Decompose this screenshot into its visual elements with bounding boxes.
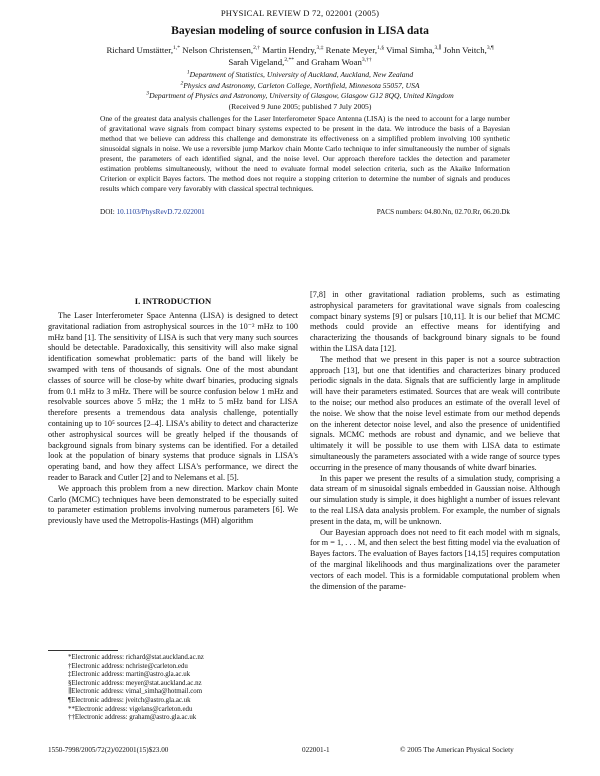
section-heading: I. INTRODUCTION — [134, 296, 212, 306]
footnote: §Electronic address: meyer@stat.auckland.ac.nz — [68, 679, 202, 687]
author-list — [60, 44, 540, 68]
affiliation: $^3$Department of Physics and Astronomy, University of Glasgow, Glasgow G12 8QQ, United Kingdom — [146, 90, 454, 100]
doi-pacs-line — [100, 208, 510, 216]
paragraph: Our Bayesian approach does not need to fit each model with m signals, for m = 1, . . . M, and then select the best fitting model via the evaluation of Bayes factors. The evaluation of Bayes factors [14,15] requires computation of the marginal likelihoods and thus marginalizations over the parameter vectors of each model. This is a formidable computational problem when the dimension of the parame- — [310, 527, 560, 591]
footnote: ‡Electronic address: martin@astro.gla.ac.uk — [68, 671, 191, 679]
footnote: **Electronic address: vigelans@carleton.edu — [68, 705, 193, 713]
right-column — [310, 290, 560, 592]
author: Richard Umstätter,$^{1,*}$ — [106, 45, 181, 55]
footnote-divider — [48, 650, 118, 651]
footnotes — [48, 654, 298, 723]
doi-label: DOI: — [100, 208, 115, 216]
footnote: ∥Electronic address: vimal_simha@hotmail.com — [68, 688, 203, 696]
author: John Veitch,$^{3,\P}$ — [443, 45, 494, 55]
footnote: *Electronic address: richard@stat.auckland.ac.nz — [68, 654, 204, 661]
affiliation: $^1$Department of Statistics, University of Auckland, Auckland, New Zealand — [186, 69, 414, 79]
paragraph: The Laser Interferometer Space Antenna (LISA) is designed to detect gravitational radiation from astrophysical sources in the 10⁻² mHz to 100 mHz band [1]. The sensitivity of LISA is such that very many such sources should be detectable. Paradoxically, this sensitivity will also make signal identification somewhat problematic: parts of the band will likely be swamped with tens of thousands of signals. One of the most abundant classes of source will be close-by white dwarf binaries, producing signals from 0.1 mHz to 3 mHz. There will be source confusion below 1 mHz and resolvable sources above 5 mHz; the 1 mHz to 5 mHz band for LISA therefore presents a tremendous data analysis challenge, potentially containing up to 10⁵ sources [2–4]. LISA's ability to detect and characterize other astrophysical sources will be greatly helped if the thousands of background signals from binary systems can be identified. For a detailed look at the population of binary systems that produce signals in LISA's operating band, and how they affect LISA's performance, we direct the reader to Barack and Cutler [2] and to Nelemans et al. [5]. — [48, 311, 298, 482]
author: Nelson Christensen,$^{2,\dagger}$ — [182, 45, 261, 55]
footer-copyright: © 2005 The American Physical Society — [400, 746, 514, 754]
footer-issn: 1550-7998/2005/72(2)/022001(15)$23.00 — [48, 746, 169, 754]
author: Vimal Simha,$^{3,\parallel}$ — [386, 45, 442, 55]
affiliation: $^2$Physics and Astronomy, Carleton College, Northfield, Minnesota 55057, USA — [180, 79, 420, 90]
footnote: ††Electronic address: graham@astro.gla.ac.uk — [68, 714, 197, 722]
paragraph: In this paper we present the results of a simulation study, comprising a data stream of m sinusoidal signals embedded in Gaussian noise. Although our simulation study is simple, it does highlight a number of issues relevant to the real LISA data analysis problem. For example, the number of signals present in the data, m, will be unknown. — [310, 473, 560, 526]
abstract: One of the greatest data analysis challenges for the Laser Interferometer Space Antenna (LISA) is the need to account for a large number of gravitational wave signals from compact binary systems expected to be present in the data. We introduce the basis of a Bayesian method that we believe can address this challenge and demonstrate its effectiveness on a simplified problem involving 100 synthetic sinusoidal signals in noise. We use a reversible jump Markov chain Monte Carlo technique to infer simultaneously the number of signals present, the parameters of each identified signal, and the noise level. Our approach therefore tackles the detection and parameter estimation problems simultaneously, without the need to evaluate formal model selection criteria, such as the Akaike Information Criterion or explicit Bayes factors. The method does not require a stopping criterion to determine the number of signals and produces results which compare very favorably with classical spectral techniques. — [100, 114, 510, 193]
journal-header: PHYSICAL REVIEW D 72, 022001 (2005) — [220, 8, 380, 18]
footnote: †Electronic address: nchriste@carleton.edu — [68, 662, 188, 670]
author: and Graham Woan$^{3,\dagger\dagger}$ — [296, 57, 372, 67]
paragraph: [7,8] in other gravitational radiation problems, such as estimating astrophysical parameters for gravitational wave signals from coalescing compact binary systems [9] or pulsars [10,11]. It is our belief that MCMC methods could provide an effective means for identifying and characterizing the thousands of background binary signals to be found within the LISA data [12]. — [310, 290, 560, 353]
paragraph: The method that we present in this paper is not a source subtraction approach [13], but one that identifies and characterizes binary produced periodic signals in the data. Signals that are sufficiently large in amplitude will have their parameters estimated. Sources that are weak will contribute to the noise; our method also produces an estimate of the overall level of the noise. We show that the noise level estimate from our method depends on the inherent detector noise level, and also the presence of unidentified signals. MCMC methods are robust and dynamic, and we believe that ultimately it will be possible to use them with LISA data to estimate simultaneously the parameters associated with a wide range of source types occurring in the presence of many thousands of white dwarf binaries. — [310, 354, 560, 472]
paper-title: Bayesian modeling of source confusion in LISA data — [171, 24, 429, 37]
footnote: ¶Electronic address: jveitch@astro.gla.ac.uk — [68, 696, 191, 704]
pacs-numbers: PACS numbers: 04.80.Nn, 02.70.Rr, 06.20.Dk — [376, 208, 510, 216]
doi-link[interactable]: 10.1103/PhysRevD.72.022001 — [116, 208, 205, 216]
author: Renate Meyer,$^{1,\S}$ — [325, 45, 385, 55]
author: Sarah Vigeland,$^{2,**}$ — [228, 57, 295, 67]
left-column — [48, 311, 298, 527]
author: Martin Hendry,$^{3,\ddagger}$ — [262, 45, 324, 55]
paragraph: We approach this problem from a new direction. Markov chain Monte Carlo (MCMC) techniques have been demonstrated to be especially suited to parameter estimation problems involving numerous parameters [6]. We previously have used the Metropolis-Hastings (MH) algorithm — [48, 483, 298, 526]
affiliations — [60, 70, 540, 112]
received-dates: (Received 9 June 2005; published 7 July 2005) — [228, 101, 372, 111]
footer-page-number: 022001-1 — [302, 746, 330, 754]
